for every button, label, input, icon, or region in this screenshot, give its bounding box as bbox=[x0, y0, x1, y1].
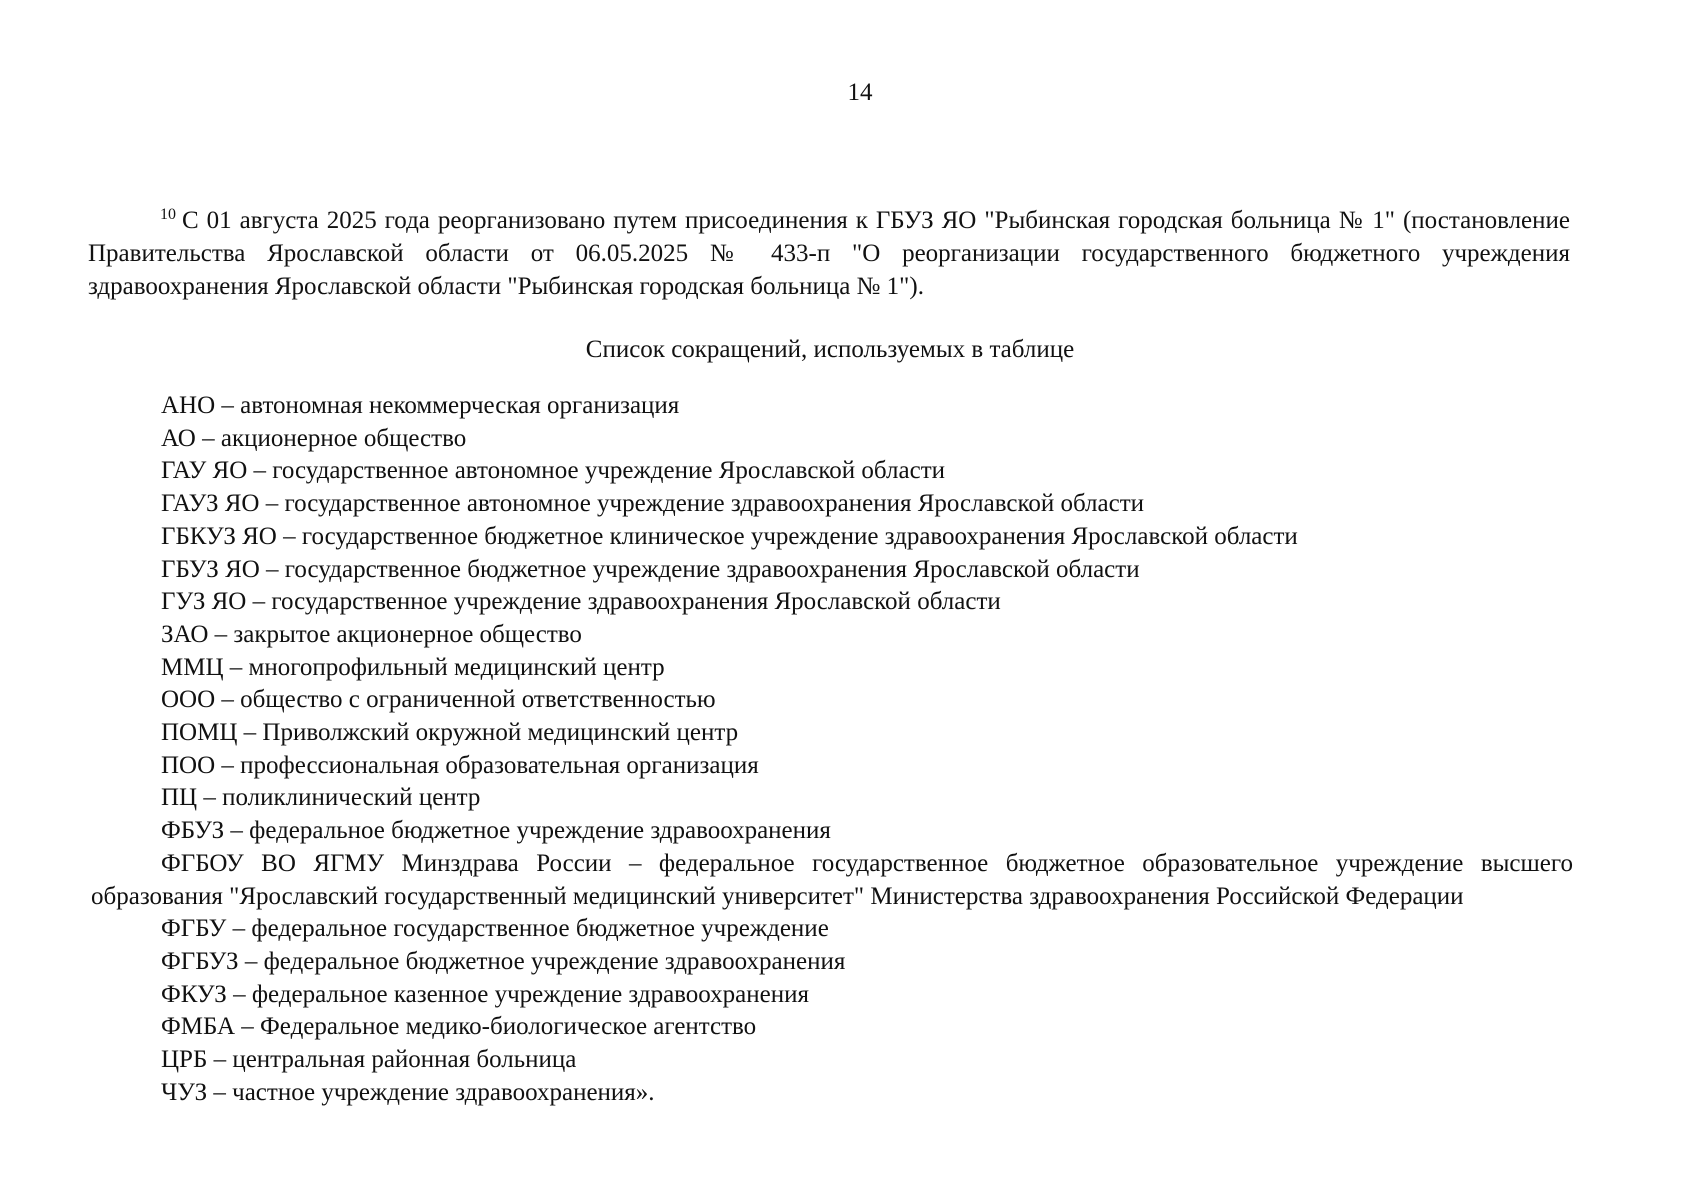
footnote-marker: 10 bbox=[160, 206, 176, 223]
footnote bbox=[88, 204, 1570, 303]
abbreviation-item: ПЦ – поликлинический центр bbox=[161, 784, 481, 812]
footnote-text: С 01 августа 2025 года реорганизовано путем присоединения к ГБУЗ ЯО "Рыбинская городская больница № 1" (постановление Правительства Ярославской области от 06.05.2025 № 433-п "О реорганизации государственного бюджетного учреждения здравоохранения Ярославской области "Рыбинская городская больница № 1"). bbox=[88, 207, 1570, 300]
abbreviation-item: ГБУЗ ЯО – государственное бюджетное учреждение здравоохранения Ярославской области bbox=[161, 555, 1140, 583]
abbreviation-item: ГАУ ЯО – государственное автономное учреждение Ярославской области bbox=[161, 457, 945, 485]
abbreviation-item: ПОО – профессиональная образовательная организация bbox=[161, 751, 759, 779]
abbreviation-item: АНО – автономная некоммерческая организация bbox=[161, 392, 680, 419]
abbreviation-item: ФГБУ – федеральное государственное бюджетное учреждение bbox=[161, 915, 829, 943]
abbreviation-item: ФМБА – Федеральное медико-биологическое агентство bbox=[161, 1013, 757, 1041]
abbreviations-heading: Список сокращений, используемых в таблице bbox=[585, 336, 1075, 363]
abbreviation-item: ЦРБ – центральная районная больница bbox=[161, 1046, 577, 1074]
abbreviation-item: ГУЗ ЯО – государственное учреждение здравоохранения Ярославской области bbox=[161, 588, 1001, 616]
abbreviation-item: ЧУЗ – частное учреждение здравоохранения». bbox=[161, 1078, 655, 1106]
abbreviation-item: ФКУЗ – федеральное казенное учреждение здравоохранения bbox=[161, 980, 810, 1008]
abbreviation-item: ФБУЗ – федеральное бюджетное учреждение здравоохранения bbox=[161, 817, 831, 845]
abbreviations-list bbox=[91, 390, 1573, 1109]
abbreviation-item: ФГБУЗ – федеральное бюджетное учреждение здравоохранения bbox=[161, 947, 846, 975]
abbreviation-item: АО – акционерное общество bbox=[161, 424, 467, 452]
abbreviation-item: ГАУЗ ЯО – государственное автономное учреждение здравоохранения Ярославской области bbox=[161, 490, 1145, 518]
abbreviation-item: ПОМЦ – Приволжский окружной медицинский центр bbox=[161, 719, 739, 747]
abbreviation-item: ГБКУЗ ЯО – государственное бюджетное клиническое учреждение здравоохранения Ярославской области bbox=[161, 522, 1298, 550]
abbreviation-item: ООО – общество с ограниченной ответственностью bbox=[161, 686, 716, 714]
abbreviation-item: ЗАО – закрытое акционерное общество bbox=[161, 620, 582, 648]
footnote-body bbox=[88, 204, 1570, 303]
page-number: 14 bbox=[847, 79, 873, 106]
abbreviation-item: ММЦ – многопрофильный медицинский центр bbox=[161, 653, 665, 681]
abbreviation-item: ФГБОУ ВО ЯГМУ Минздрава России – федеральное государственное бюджетное образовательное учреждение высшего образования "Ярославский государственный медицинский университет" Министерства здравоохранения Российской Федерации bbox=[91, 849, 1573, 910]
